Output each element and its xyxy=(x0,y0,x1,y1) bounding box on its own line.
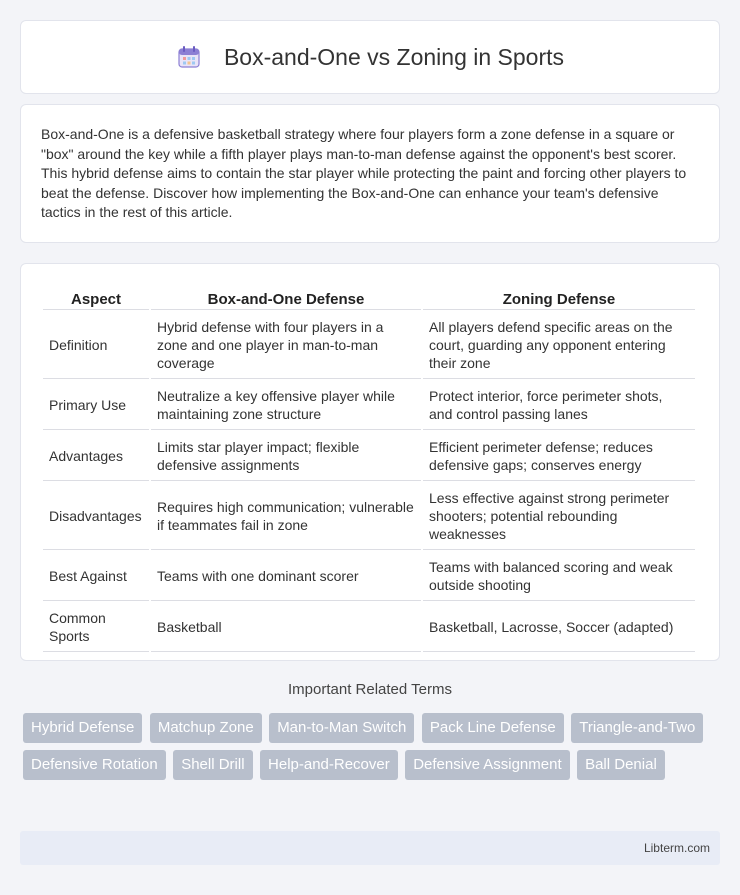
related-terms-tags xyxy=(23,713,713,787)
aspect-cell: Definition xyxy=(43,312,149,379)
table-row xyxy=(43,312,695,379)
tag-help-and-recover[interactable]: Help-and-Recover xyxy=(260,750,398,780)
intro-text: Box-and-One is a defensive basketball strategy where four players form a zone defense in a square or "box" around the key while a fifth player plays man-to-man defense against the opponent's best scorer. This hybrid defense aims to contain the star player while protecting the paint and forcing other players to beat the defense. Discover how implementing the Box-and-One can enhance your team's defensive tactics in the rest of this article. xyxy=(41,126,687,221)
comparison-card xyxy=(20,263,720,661)
aspect-cell: Common Sports xyxy=(43,603,149,652)
aspect-cell: Primary Use xyxy=(43,381,149,430)
zoning-cell: Teams with balanced scoring and weak outside shooting xyxy=(423,552,695,601)
title-card xyxy=(20,20,720,94)
footer-site-link[interactable]: Libterm.com xyxy=(643,841,710,855)
box-and-one-cell: Requires high communication; vulnerable if teammates fail in zone xyxy=(151,483,421,550)
tag-ball-denial[interactable]: Ball Denial xyxy=(577,750,665,780)
box-and-one-cell: Limits star player impact; flexible defensive assignments xyxy=(151,432,421,481)
tag-matchup-zone[interactable]: Matchup Zone xyxy=(150,713,262,743)
zoning-cell: Protect interior, force perimeter shots, and control passing lanes xyxy=(423,381,695,430)
table-row xyxy=(43,552,695,601)
tag-pack-line-defense[interactable]: Pack Line Defense xyxy=(422,713,564,743)
tag-defensive-assignment[interactable]: Defensive Assignment xyxy=(405,750,569,780)
intro-card xyxy=(20,104,720,243)
zoning-cell: Less effective against strong perimeter shooters; potential rebounding weaknesses xyxy=(423,483,695,550)
table-row xyxy=(43,603,695,652)
tag-defensive-rotation[interactable]: Defensive Rotation xyxy=(23,750,166,780)
box-and-one-cell: Neutralize a key offensive player while maintaining zone structure xyxy=(151,381,421,430)
tag-man-to-man-switch[interactable]: Man-to-Man Switch xyxy=(269,713,414,743)
calendar-icon xyxy=(176,44,202,70)
header-aspect: Aspect xyxy=(43,286,149,310)
box-and-one-cell: Teams with one dominant scorer xyxy=(151,552,421,601)
page-title: Box-and-One vs Zoning in Sports xyxy=(223,43,565,70)
aspect-cell: Advantages xyxy=(43,432,149,481)
aspect-cell: Best Against xyxy=(43,552,149,601)
table-header-row xyxy=(43,286,695,310)
table-row xyxy=(43,483,695,550)
zoning-cell: Efficient perimeter defense; reduces defensive gaps; conserves energy xyxy=(423,432,695,481)
zoning-cell: All players defend specific areas on the court, guarding any opponent entering their zone xyxy=(423,312,695,379)
aspect-cell: Disadvantages xyxy=(43,483,149,550)
table-row xyxy=(43,432,695,481)
tag-shell-drill[interactable]: Shell Drill xyxy=(173,750,252,780)
tag-hybrid-defense[interactable]: Hybrid Defense xyxy=(23,713,142,743)
related-terms-title: Important Related Terms xyxy=(288,681,452,698)
tag-triangle-and-two[interactable]: Triangle-and-Two xyxy=(571,713,703,743)
header-zoning: Zoning Defense xyxy=(423,286,695,310)
box-and-one-cell: Hybrid defense with four players in a zone and one player in man-to-man coverage xyxy=(151,312,421,379)
footer xyxy=(20,831,720,865)
header-box-and-one: Box-and-One Defense xyxy=(151,286,421,310)
box-and-one-cell: Basketball xyxy=(151,603,421,652)
zoning-cell: Basketball, Lacrosse, Soccer (adapted) xyxy=(423,603,695,652)
table-row xyxy=(43,381,695,430)
comparison-table xyxy=(41,284,697,654)
